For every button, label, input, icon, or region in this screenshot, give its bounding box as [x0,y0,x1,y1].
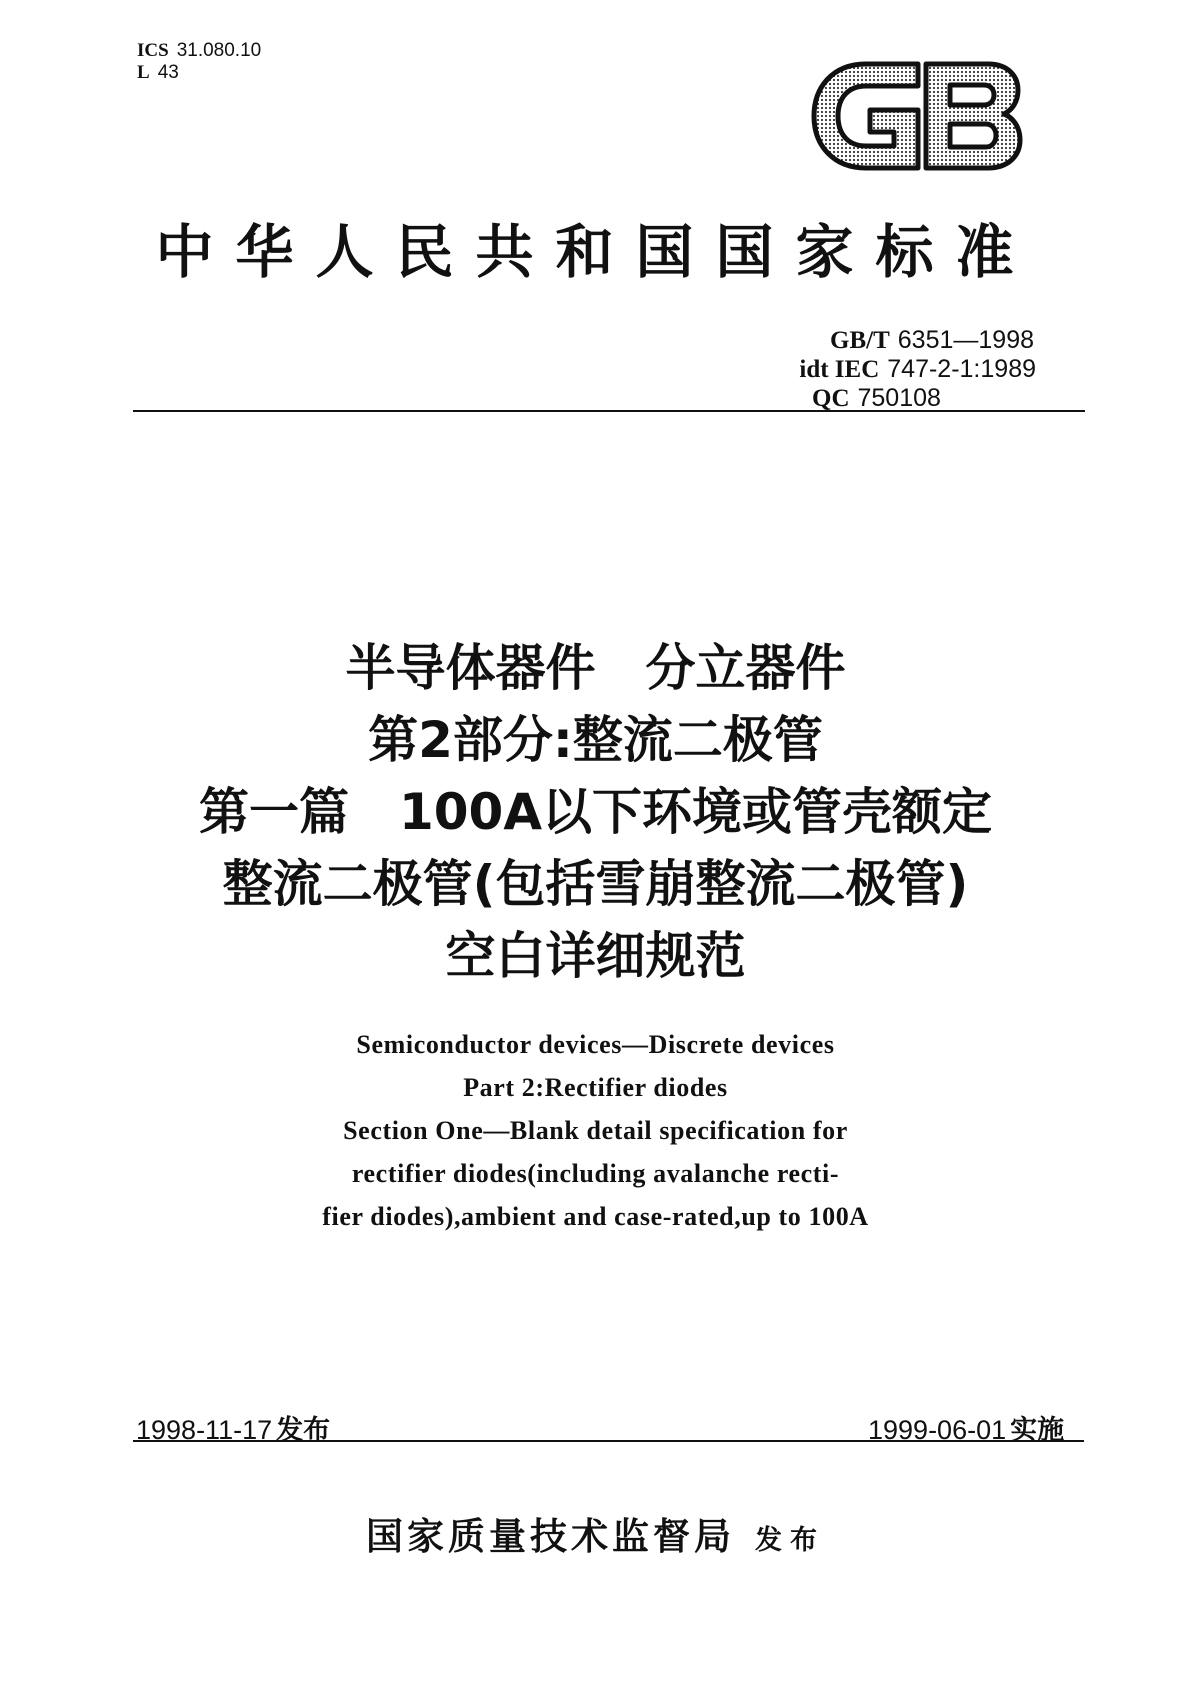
chinese-title-line-5: 空白详细规范 [445,927,746,985]
gbt-number [690,326,1040,355]
ics-value: 31.080.10 [176,40,262,61]
chinese-title-line-2: 第2部分:整流二极管 [368,711,823,769]
main-title: 中华人民共和国国家标准 [155,218,1036,286]
effective-date-value: 1999-06-01 [868,1415,1007,1445]
gbt-value: 6351—1998 [897,326,1034,354]
publisher-action: 发布 [755,1525,825,1556]
gb-logo-icon [808,58,1023,174]
english-title-line-4: rectifier diodes(including avalanche recti- [351,1159,840,1188]
qc-label: QC [812,385,850,412]
issue-date-label: 发布 [276,1415,331,1446]
english-title-line-2: Part 2:Rectifier diodes [463,1073,728,1102]
l-label: L [137,62,150,83]
gbt-label: GB/T [830,327,890,354]
qc-number [690,384,1040,413]
idt-number [690,355,1040,384]
publisher-org: 国家质量技术监督局 [366,1514,735,1558]
english-title-line-5: fier diodes),ambient and case-rated,up to 100A [322,1202,869,1231]
english-title-line-1: Semiconductor devices—Discrete devices [356,1030,835,1059]
ics-label: ICS [137,40,169,61]
l-value: 43 [157,62,179,83]
ics-code [137,40,261,62]
effective-date-label: 实施 [1010,1415,1065,1446]
chinese-title-line-4: 整流二极管(包括雪崩整流二极管) [222,855,969,913]
chinese-title [0,632,1191,992]
header-divider [133,410,1085,412]
standard-numbers [690,326,1040,413]
chinese-title-line-3: 第一篇 100A以下环境或管壳额定 [198,783,993,841]
gb-logo [808,58,1023,174]
issue-date-value: 1998-11-17 [136,1415,273,1445]
qc-value: 750108 [857,384,941,412]
english-title-line-3: Section One—Blank detail specification for [343,1116,848,1145]
footer-divider [133,1440,1084,1442]
l-code [137,62,261,84]
publisher [0,1506,1191,1560]
idt-value: 747-2-1:1989 [887,355,1036,383]
chinese-title-line-1: 半导体器件 分立器件 [345,639,846,697]
english-title [0,1023,1191,1238]
classification-codes [137,40,261,84]
idt-label: idt IEC [799,356,880,383]
